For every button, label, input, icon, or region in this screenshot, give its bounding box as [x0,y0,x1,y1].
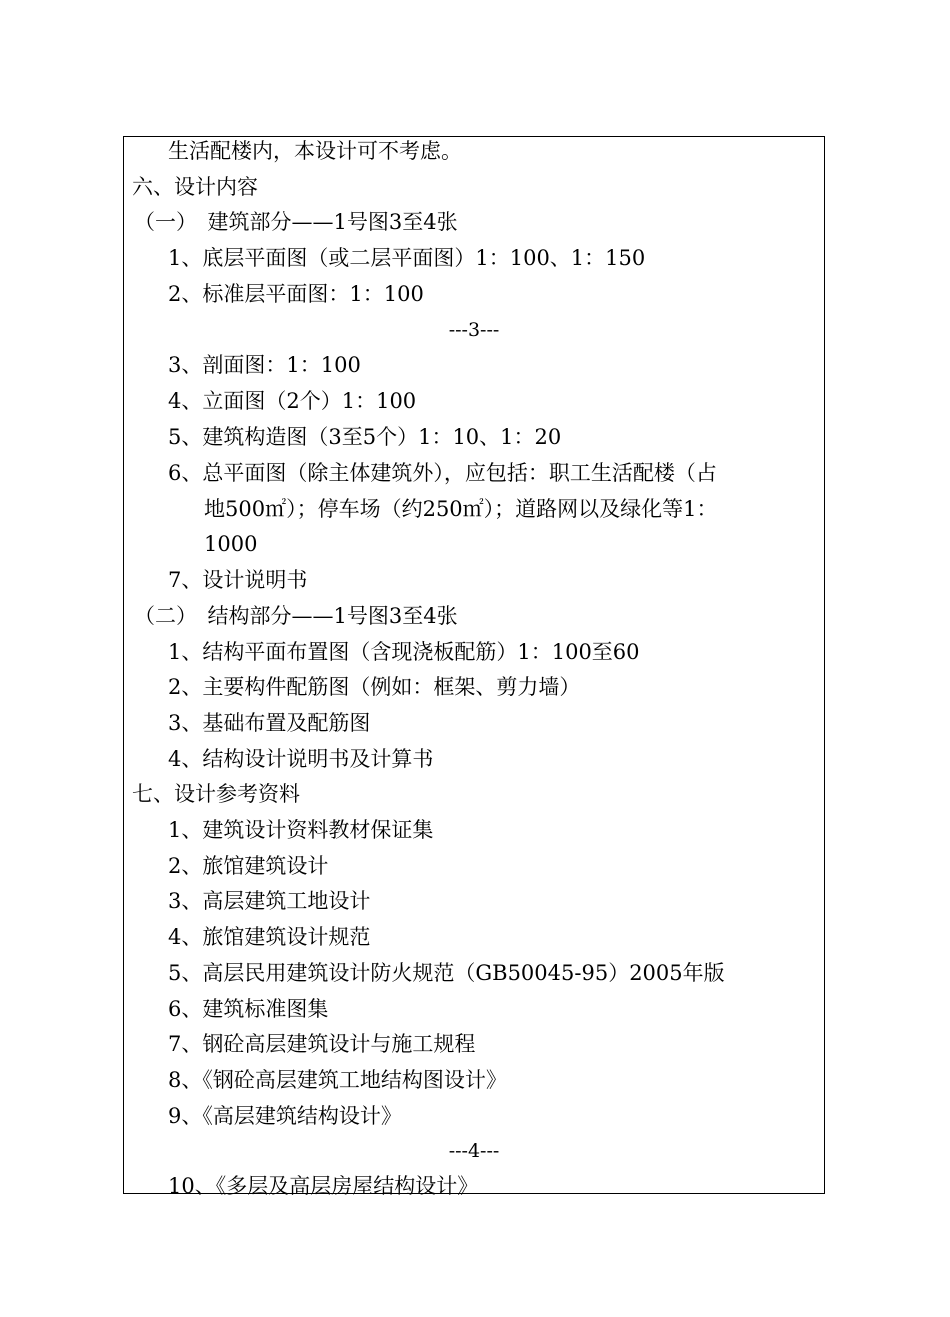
list-item: 2、标准层平面图：1：100 [168,282,424,306]
list-item-continuation: 1000 [204,532,258,556]
page-number: ---4--- [448,1140,500,1162]
list-item: 3、高层建筑工地设计 [168,889,371,913]
list-item: 1、结构平面布置图（含现浇板配筋）1：100至60 [168,640,640,664]
list-item: 1、建筑设计资料教材保证集 [168,818,434,842]
list-item: 4、旅馆建筑设计规范 [168,925,371,949]
page-number: ---3--- [448,319,500,341]
text-line: 生活配楼内，本设计可不考虑。 [168,139,462,163]
list-item: 6、总平面图（除主体建筑外），应包括：职工生活配楼（占 [168,461,717,485]
list-item: 8、《钢砼高层建筑工地结构图设计》 [168,1068,507,1092]
list-item: 3、基础布置及配筋图 [168,711,371,735]
list-item: 5、高层民用建筑设计防火规范（GB50045-95）2005年版 [168,961,725,985]
list-item: 5、建筑构造图（3至5个）1：10、1：20 [168,425,562,449]
list-item: 9、《高层建筑结构设计》 [168,1104,402,1128]
document-frame [123,136,825,1198]
list-item: 2、主要构件配筋图（例如：框架、剪力墙） [168,675,581,699]
list-item: 2、旅馆建筑设计 [168,854,329,878]
list-item: 7、钢砼高层建筑设计与施工规程 [168,1032,476,1056]
list-item: 6、建筑标准图集 [168,997,329,1021]
list-item: 7、设计说明书 [168,568,308,592]
list-item: 4、立面图（2个）1：100 [168,389,417,413]
list-item: 3、剖面图：1：100 [168,353,361,377]
list-item: 10、《多层及高层房屋结构设计》 [168,1174,479,1198]
subsection-heading: （二） 结构部分——1号图3至4张 [134,604,458,628]
section-heading: 六、设计内容 [132,175,258,199]
list-item: 1、底层平面图（或二层平面图）1：100、1：150 [168,246,646,270]
section-heading: 七、设计参考资料 [132,782,300,806]
list-item-continuation: 地500㎡）；停车场（约250㎡）；道路网以及绿化等1： [204,497,718,521]
subsection-heading: （一） 建筑部分——1号图3至4张 [134,210,458,234]
list-item: 4、结构设计说明书及计算书 [168,747,434,771]
